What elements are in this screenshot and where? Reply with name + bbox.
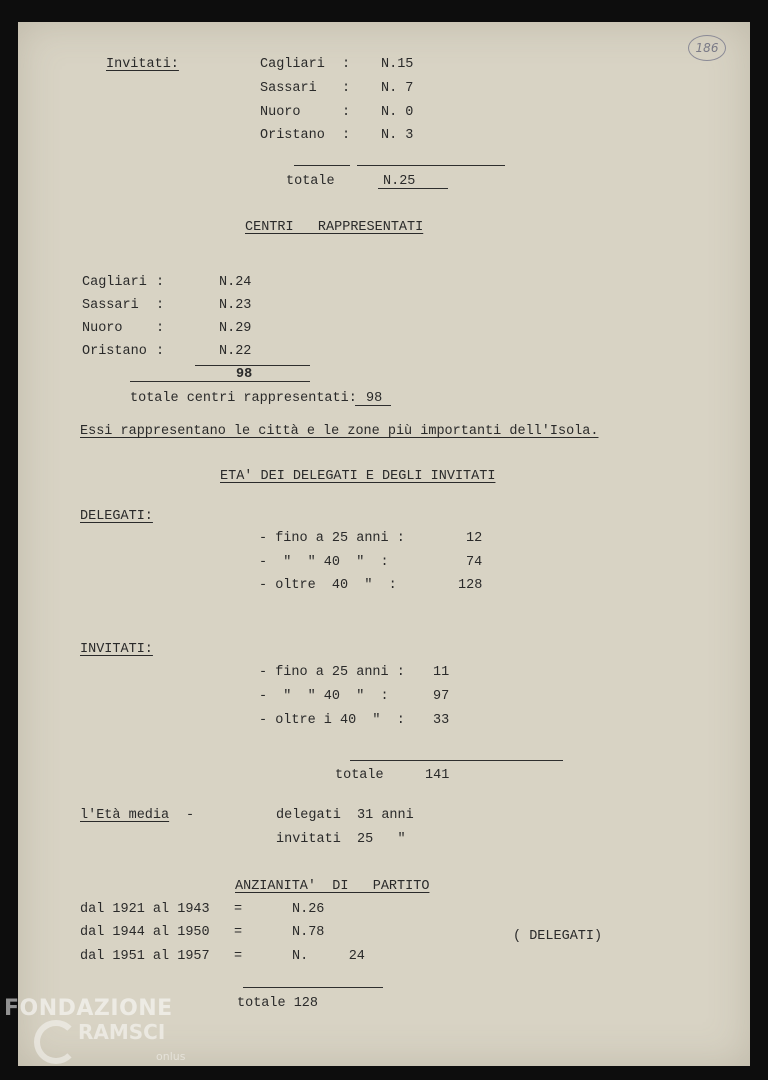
invitati-age-total-value: 141: [425, 768, 450, 783]
anzianita-side-note: ( DELEGATI): [513, 929, 603, 944]
age-value: 128: [458, 578, 483, 593]
anzianita-heading: ANZIANITA' DI PARTITO: [235, 879, 430, 894]
invitati-city: Cagliari: [260, 57, 325, 72]
invitati-value: N.15: [381, 57, 414, 72]
invitati-age-total-label: totale: [335, 768, 384, 783]
watermark-onlus: onlus: [156, 1050, 186, 1063]
watermark-gramsci: RAMSCI: [78, 1020, 166, 1044]
anzianita-eq: =: [234, 902, 243, 917]
age-range: - " " 40 " :: [259, 689, 389, 704]
centri-subtotal: 98: [236, 367, 253, 382]
anzianita-eq: =: [234, 925, 243, 940]
centri-total-label: totale centri rappresentati:: [130, 391, 357, 406]
divider: [130, 381, 310, 382]
anzianita-value: N.26: [292, 902, 325, 917]
age-range: - oltre i 40 " :: [259, 713, 405, 728]
anzianita-eq: =: [234, 949, 243, 964]
invitati-city: Oristano: [260, 128, 325, 143]
age-range: - oltre 40 " :: [259, 578, 397, 593]
gramsci-logo-icon: [34, 1020, 78, 1064]
centri-sep: :: [156, 344, 165, 359]
invitati-sep: :: [342, 81, 351, 96]
centri-value: N.24: [219, 275, 252, 290]
invitati-value: N. 0: [381, 105, 414, 120]
age-value: 33: [433, 713, 450, 728]
divider: [350, 760, 563, 761]
centri-city: Nuoro: [82, 321, 123, 336]
invitati-city: Nuoro: [260, 105, 301, 120]
invitati-city: Sassari: [260, 81, 317, 96]
age-range: - fino a 25 anni :: [259, 531, 405, 546]
anzianita-period: dal 1921 al 1943: [80, 902, 210, 917]
invitati-sep: :: [342, 57, 351, 72]
centri-city: Sassari: [82, 298, 139, 313]
centri-city: Cagliari: [82, 275, 147, 290]
media-invitati: invitati 25 ": [276, 832, 406, 847]
invitati-total-label: totale: [286, 174, 335, 189]
divider: [243, 987, 383, 988]
media-label: l'Età media: [80, 808, 170, 823]
centri-note: Essi rappresentano le città e le zone più importanti dell'Isola.: [80, 424, 599, 439]
invitati-age-label: INVITATI:: [80, 642, 153, 657]
divider: [195, 365, 310, 366]
centri-sep: :: [156, 298, 165, 313]
invitati-value: N. 3: [381, 128, 414, 143]
watermark-fondazione: FONDAZIONE: [4, 996, 173, 1021]
anzianita-value: N.78: [292, 925, 325, 940]
page-number-stamp: 186: [688, 35, 726, 61]
total-underline: [355, 405, 391, 406]
centri-city: Oristano: [82, 344, 147, 359]
age-value: 97: [433, 689, 450, 704]
centri-sep: :: [156, 275, 165, 290]
anzianita-value: N. 24: [292, 949, 365, 964]
age-value: 74: [466, 555, 483, 570]
media-delegati: delegati 31 anni: [276, 808, 414, 823]
age-value: 11: [433, 665, 450, 680]
total-underline: [378, 188, 448, 189]
divider: [294, 165, 350, 166]
media-dash: -: [186, 808, 195, 823]
centri-value: N.22: [219, 344, 252, 359]
divider: [357, 165, 505, 166]
invitati-sep: :: [342, 128, 351, 143]
anzianita-period: dal 1944 al 1950: [80, 925, 210, 940]
invitati-total-value: N.25: [383, 174, 416, 189]
invitati-label: Invitati:: [106, 57, 179, 72]
invitati-value: N. 7: [381, 81, 414, 96]
invitati-sep: :: [342, 105, 351, 120]
centri-total-value: 98: [366, 391, 383, 406]
centri-sep: :: [156, 321, 165, 336]
centri-value: N.23: [219, 298, 252, 313]
centri-heading: CENTRI RAPPRESENTATI: [245, 220, 424, 235]
age-range: - " " 40 " :: [259, 555, 389, 570]
eta-heading: ETA' DEI DELEGATI E DEGLI INVITATI: [220, 469, 496, 484]
anzianita-total: totale 128: [237, 996, 319, 1011]
centri-value: N.29: [219, 321, 252, 336]
age-range: - fino a 25 anni :: [259, 665, 405, 680]
anzianita-period: dal 1951 al 1957: [80, 949, 210, 964]
age-value: 12: [466, 531, 483, 546]
delegati-label: DELEGATI:: [80, 509, 153, 524]
